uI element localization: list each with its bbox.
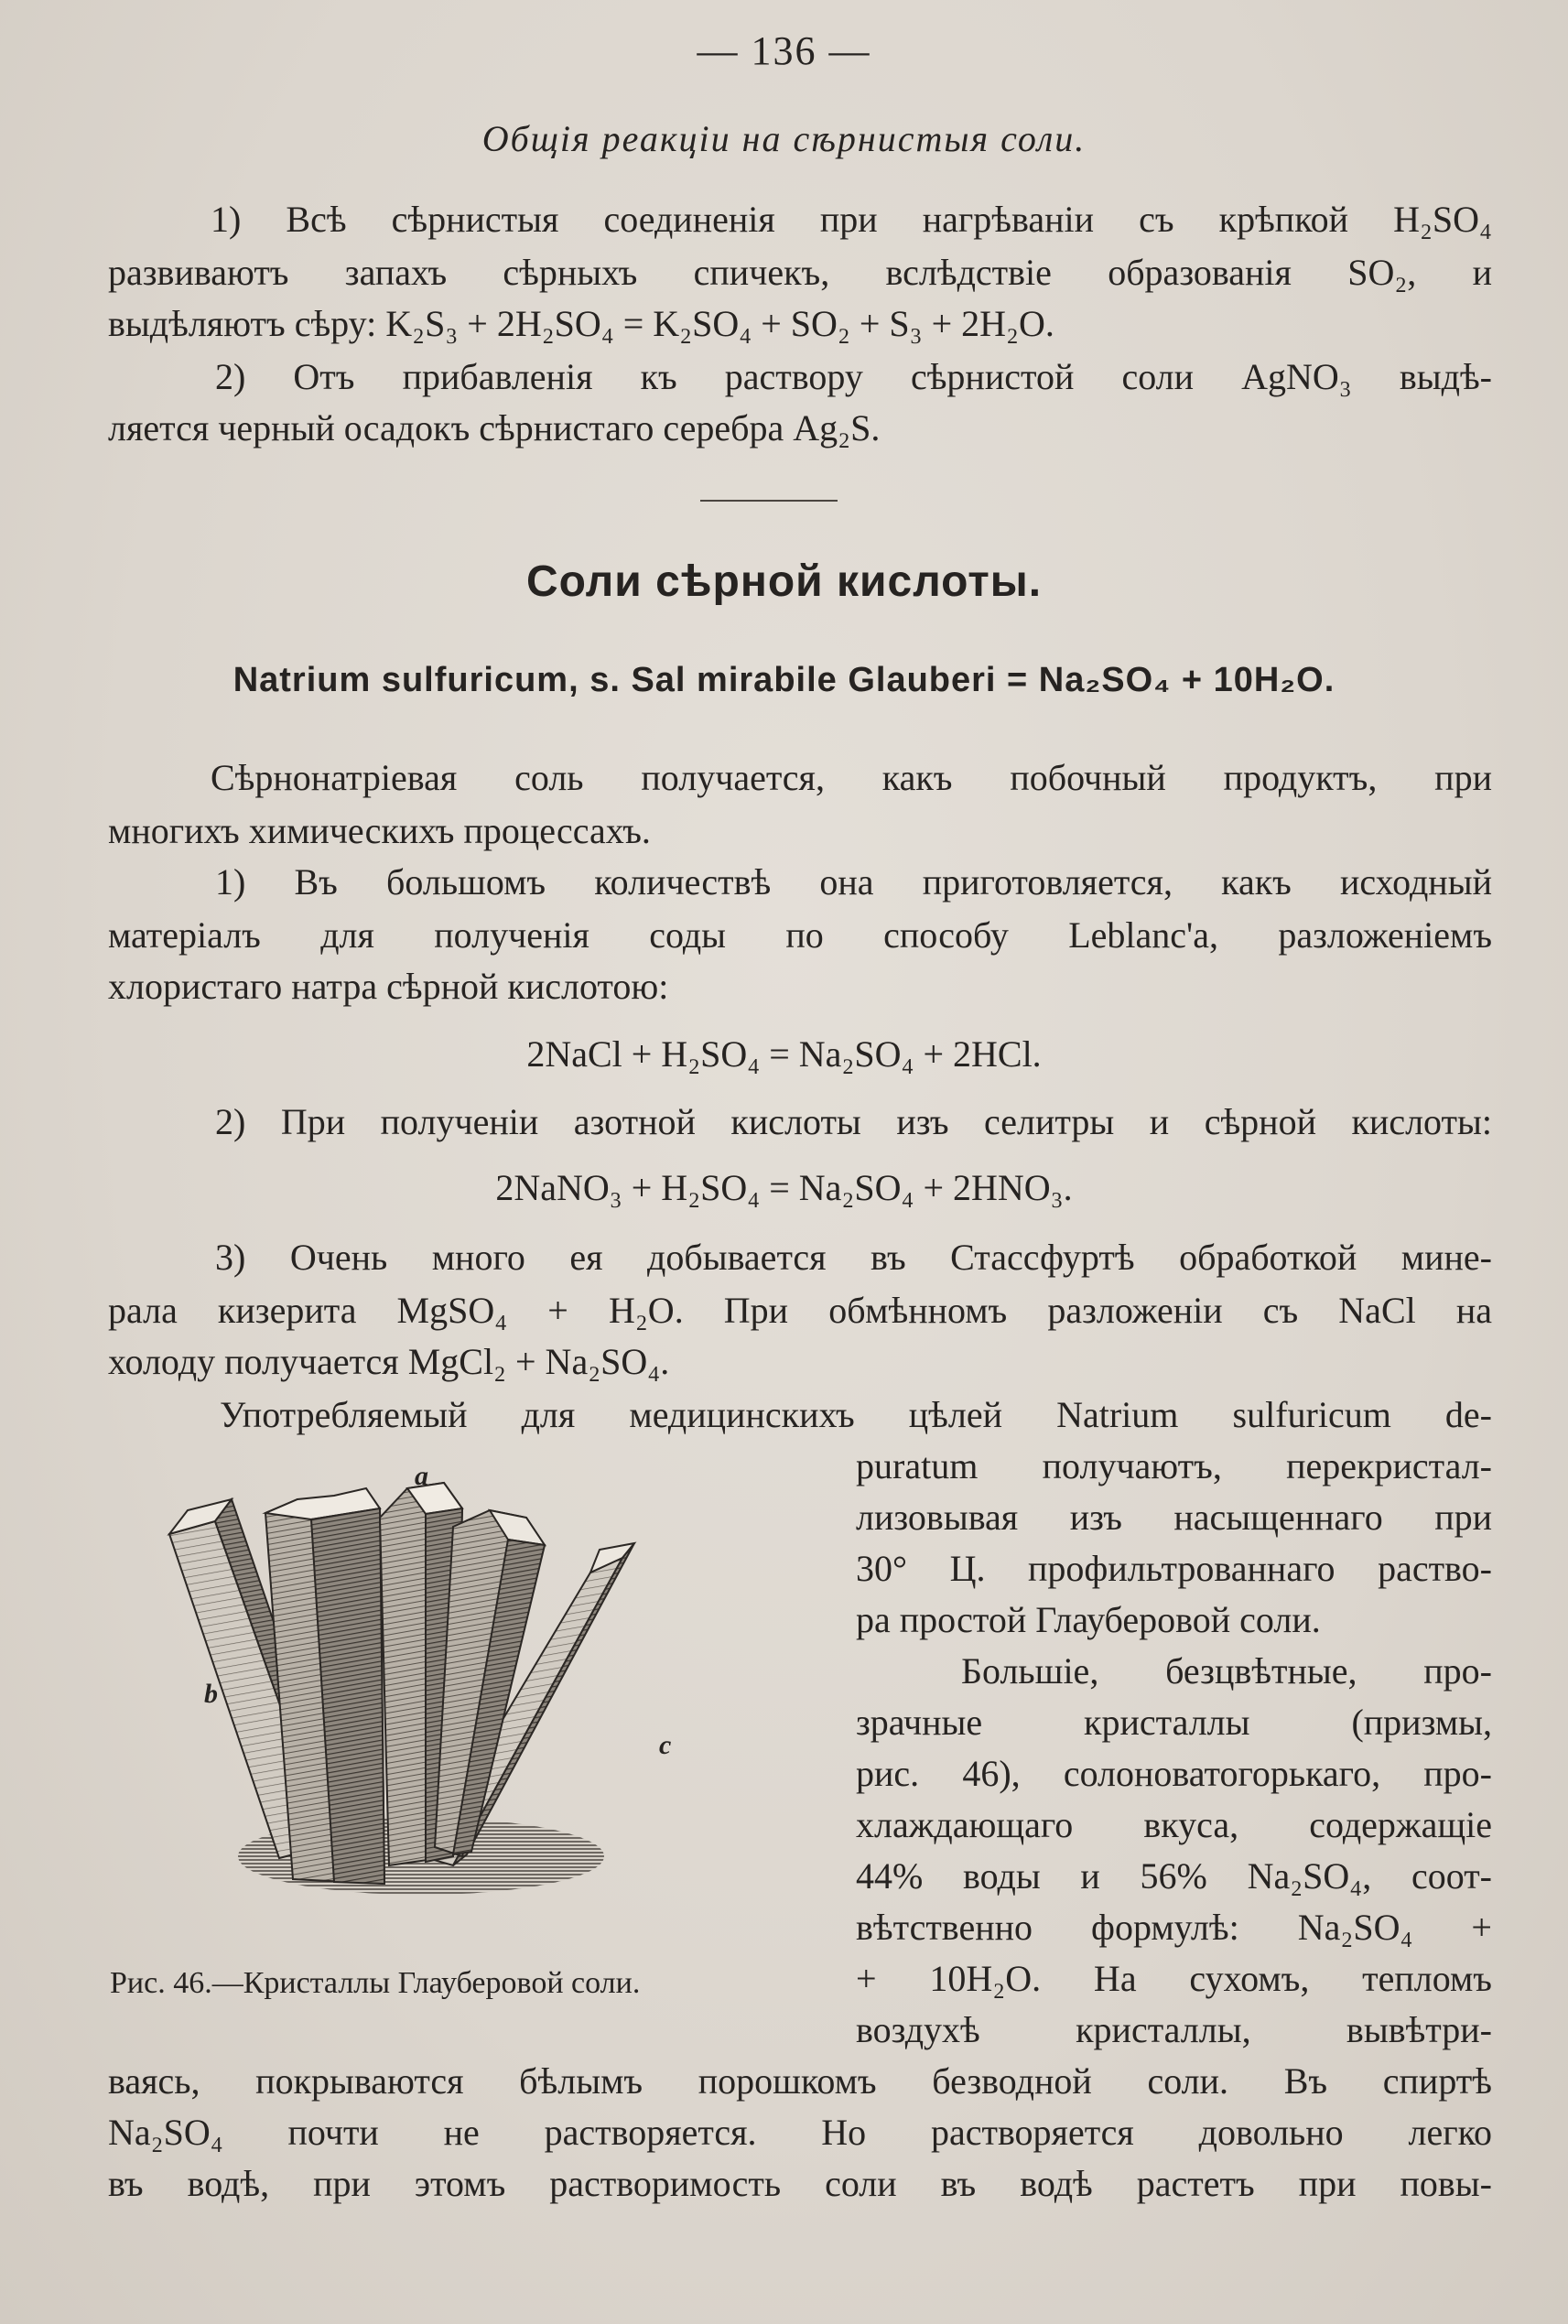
text-line: воздухѣ кристаллы, вывѣтри-: [856, 2009, 1492, 2050]
text-line: 2) При полученіи азотной кислоты изъ селитры и сѣрной кислоты:: [215, 1101, 1492, 1142]
text-line: 30° Ц. профильтрованнаго раство-: [856, 1548, 1492, 1589]
text-line: ваясь, покрываются бѣлымъ порошкомъ безводной соли. Въ спиртѣ: [108, 2060, 1492, 2102]
text-line: ра простой Глауберовой соли.: [856, 1599, 1321, 1640]
text-line: Большіе, безцвѣтные, про-: [961, 1650, 1492, 1692]
page-heading: Соли сѣрной кислоты.: [525, 557, 1043, 606]
equation: 2NaNO₃ + H₂SO₄ = Na₂SO₄ + 2HNO₃.: [495, 1167, 1073, 1208]
text-line: развиваютъ запахъ сѣрныхъ спичекъ, вслѣдствіе образованія SO₂, и: [108, 252, 1492, 293]
text-line: Сѣрнонатріевая соль получается, какъ побочный продуктъ, при: [211, 757, 1492, 798]
text-line: хлаждающаго вкуса, содержащіе: [856, 1804, 1492, 1845]
text-line: 3) Очень много ея добывается въ Стассфуртѣ обработкой мине-: [215, 1237, 1492, 1278]
text-line: puratum получаютъ, перекристал-: [856, 1445, 1492, 1486]
text-line: 1) Всѣ сѣрнистыя соединенія при нагрѣваніи съ крѣпкой H₂SO₄: [211, 199, 1492, 240]
figure-label-a: a: [415, 1463, 428, 1491]
text-line: ляется черный осадокъ сѣрнистаго серебра Ag₂S.: [108, 407, 881, 449]
text-line: Na₂SO₄ почти не растворяется. Но растворяется довольно легко: [108, 2112, 1492, 2153]
figure-label-b: b: [204, 1679, 218, 1709]
divider: [700, 500, 838, 502]
figure-label-c: c: [659, 1730, 672, 1760]
text-line: холоду получается MgCl₂ + Na₂SO₄.: [108, 1341, 670, 1382]
text-line: рала кизерита MgSO₄ + H₂O. При обмѣнномъ разложеніи съ NaCl на: [108, 1290, 1493, 1331]
text-line: матеріалъ для полученія соды по способу Leblanc'a, разложеніемъ: [108, 914, 1492, 956]
text-line: + 10H₂O. На сухомъ, тепломъ: [856, 1958, 1492, 1999]
text-line: 2) Отъ прибавленія къ раствору сѣрнистой соли AgNO₃ выдѣ-: [215, 356, 1492, 397]
compound-heading: Natrium sulfuricum, s. Sal mirabile Glauberi = Na₂SO₄ + 10H₂O.: [232, 661, 1336, 699]
section-subheading: Общія реакціи на сѣрнистыя соли.: [481, 118, 1087, 159]
text-line: вѣтственно формулѣ: Na₂SO₄ +: [856, 1907, 1492, 1948]
text-line: зрачные кристаллы (призмы,: [856, 1702, 1492, 1743]
text-line: Употребляемый для медицинскихъ цѣлей Natrium sulfuricum de-: [220, 1394, 1492, 1435]
text-line: выдѣляютъ сѣру: K₂S₃ + 2H₂SO₄ = K₂SO₄ + SO₂ + S₃ + 2H₂O.: [108, 303, 1054, 344]
text-line: 44% воды и 56% Na₂SO₄, соот-: [856, 1855, 1492, 1897]
equation: 2NaCl + H₂SO₄ = Na₂SO₄ + 2HCl.: [526, 1033, 1042, 1075]
page-number: — 136 —: [697, 28, 871, 73]
text-line: въ водѣ, при этомъ растворимость соли въ водѣ растетъ при повы-: [108, 2163, 1492, 2204]
text-line: хлористаго натра сѣрной кислотою:: [108, 966, 669, 1007]
text-line: лизовывая изъ насыщеннаго при: [856, 1497, 1492, 1538]
figure-caption: Рис. 46.—Кристаллы Глауберовой соли.: [110, 1966, 641, 2000]
text-line: 1) Въ большомъ количествѣ она приготовляется, какъ исходный: [215, 861, 1492, 903]
text-line: многихъ химическихъ процессахъ.: [108, 810, 651, 851]
text-line: рис. 46), солоноватогорькаго, про-: [856, 1753, 1492, 1794]
crystal-illustration: [160, 1463, 673, 1920]
